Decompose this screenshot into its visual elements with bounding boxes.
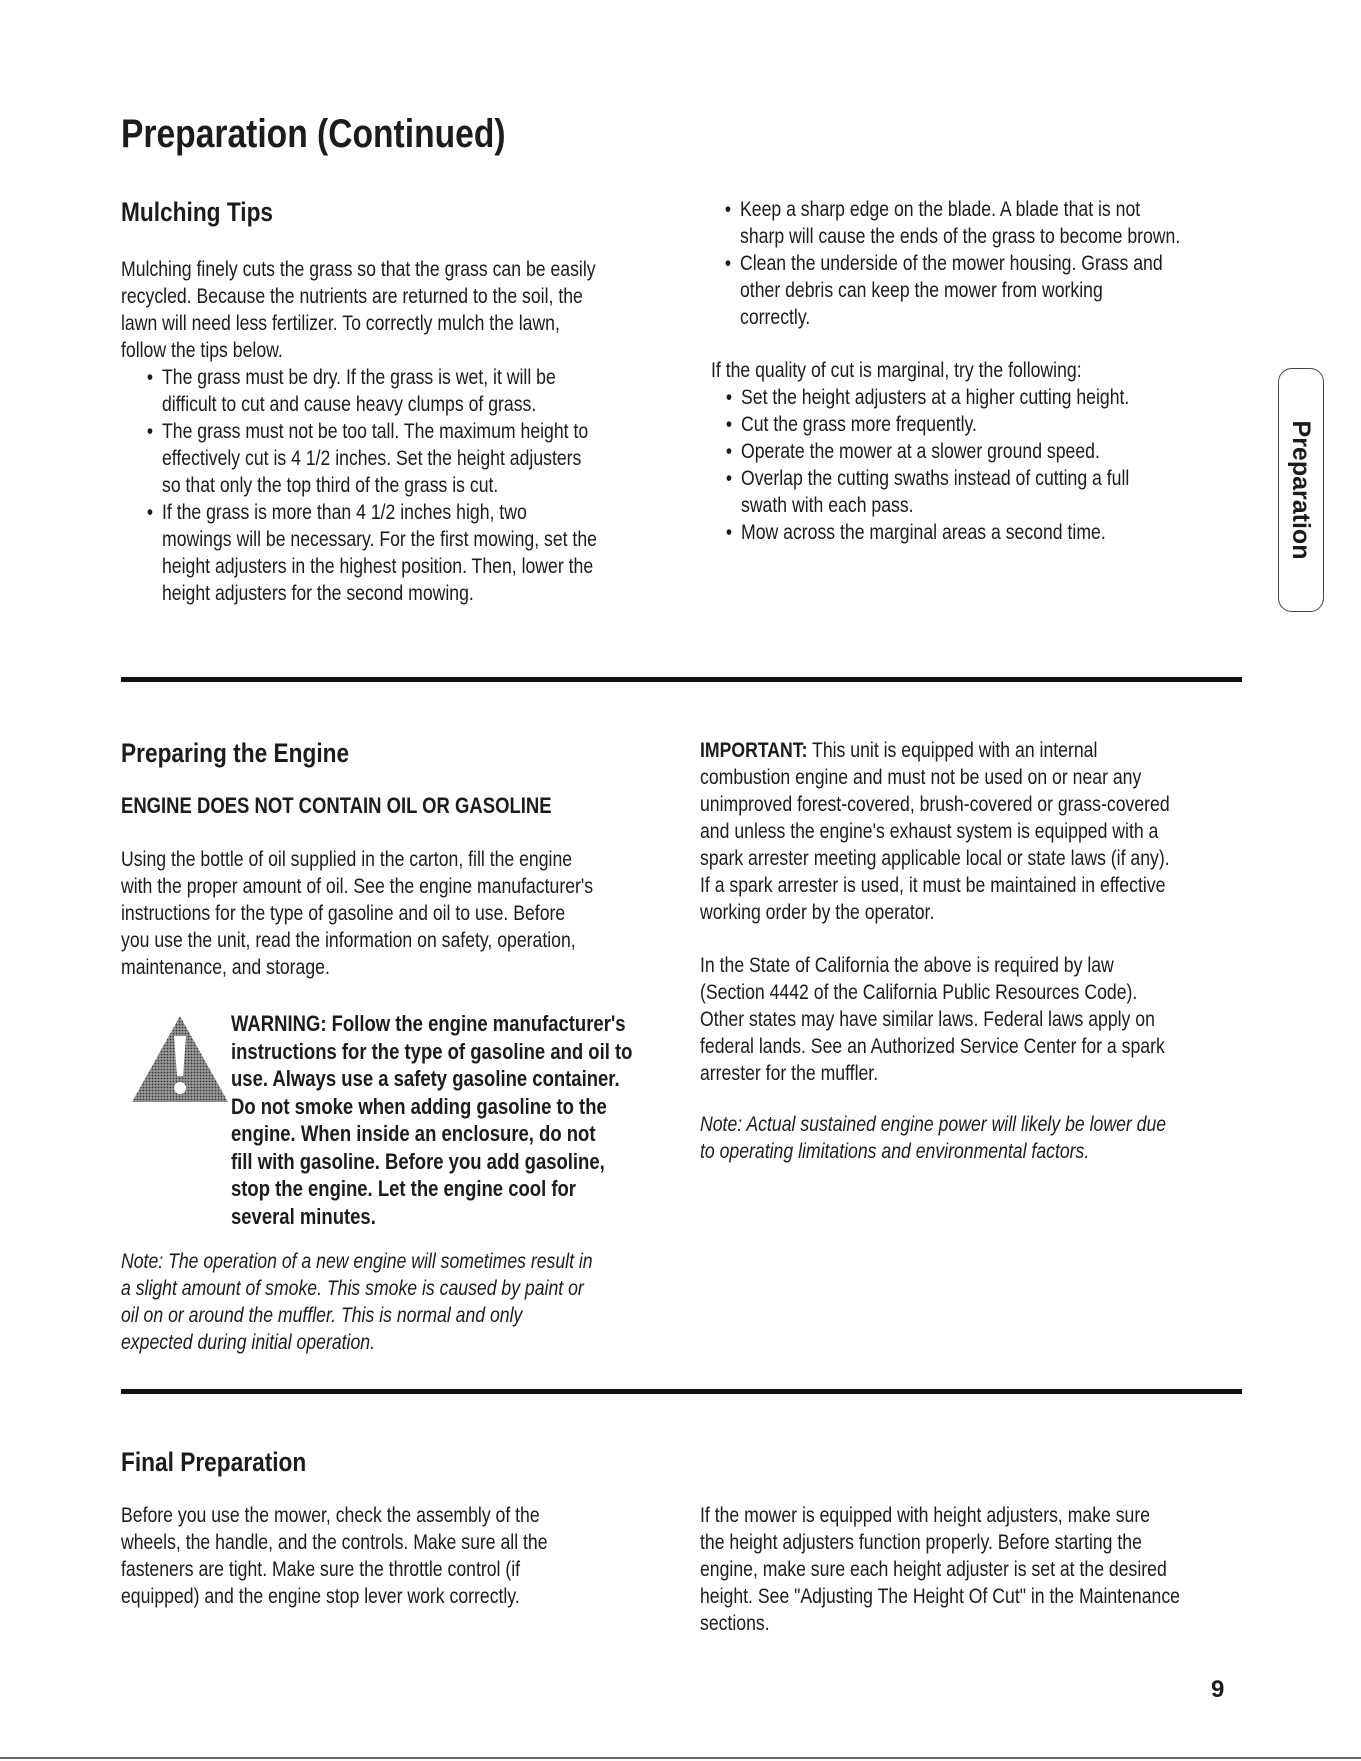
text-line: Do not smoke when adding gasoline to the — [231, 1093, 607, 1119]
text-line — [700, 737, 1170, 764]
text-line: If the mower is equipped with height adjusters, make sure — [700, 1504, 1151, 1527]
text-line: The grass must be dry. If the grass is wet, it will be — [162, 366, 556, 389]
bullet-marker: • — [146, 420, 154, 443]
engine-power-note — [700, 1111, 1166, 1165]
mulching-right-bullets — [724, 196, 1181, 331]
side-tab-label: Preparation — [1287, 420, 1315, 560]
engine-oil-instructions — [121, 846, 593, 981]
text-line: so that only the top third of the grass is cut. — [162, 474, 499, 497]
text-line: recycled. Because the nutrients are returned to the soil, the — [121, 285, 583, 308]
text-line: effectively cut is 4 1/2 inches. Set the height adjusters — [162, 447, 582, 470]
important-text: This unit is equipped with an internal — [807, 739, 1098, 762]
text-line: Clean the underside of the mower housing. Grass and — [740, 252, 1163, 275]
text-line: If the grass is more than 4 1/2 inches high, two — [162, 501, 527, 524]
text-line: difficult to cut and cause heavy clumps of grass. — [162, 393, 537, 416]
text-line: Overlap the cutting swaths instead of cutting a full — [741, 467, 1130, 490]
text-line: unimproved forest-covered, brush-covered or grass-covered — [700, 793, 1170, 816]
bullet-marker: • — [724, 252, 732, 275]
page-title: Preparation (Continued) — [121, 112, 506, 156]
text-line: expected during initial operation. — [121, 1331, 375, 1354]
text-line: instructions for the type of gasoline and oil to use. Before — [121, 902, 566, 925]
text-line: Set the height adjusters at a higher cutting height. — [741, 386, 1130, 409]
text-line: lawn will need less fertilizer. To correctly mulch the lawn, — [121, 312, 560, 335]
text-line: Using the bottle of oil supplied in the carton, fill the engine — [121, 848, 573, 871]
preparing-engine-heading: Preparing the Engine — [121, 738, 350, 768]
text-line: you use the unit, read the information on safety, operation, — [121, 929, 576, 952]
text-line: Before you use the mower, check the assembly of the — [121, 1504, 540, 1527]
text-line: fasteners are tight. Make sure the throttle control (if — [121, 1558, 521, 1581]
list-item — [725, 519, 1129, 546]
text-line: engine. When inside an enclosure, do not — [231, 1121, 596, 1146]
final-preparation-heading: Final Preparation — [121, 1447, 307, 1477]
text-line: The grass must not be too tall. The maximum height to — [162, 420, 589, 443]
page-number: 9 — [1211, 1676, 1225, 1703]
gasoline-warning — [231, 1010, 632, 1230]
text-line: Keep a sharp edge on the blade. A blade that is not — [740, 198, 1141, 221]
text-line: other debris can keep the mower from working — [740, 279, 1103, 302]
text-line: (Section 4442 of the California Public Resources Code). — [700, 981, 1138, 1004]
text-line: Cut the grass more frequently. — [741, 413, 977, 436]
side-section-tab — [1278, 368, 1324, 612]
mulching-bullet-list — [146, 364, 597, 607]
mulching-tips-heading: Mulching Tips — [121, 197, 274, 227]
text-line: fill with gasoline. Before you add gasoline, — [231, 1148, 605, 1174]
important-label: IMPORTANT: — [700, 739, 808, 762]
bullet-marker: • — [725, 440, 733, 463]
text-line: Mulching finely cuts the grass so that the grass can be easily — [121, 258, 596, 281]
text-line: spark arrester meeting applicable local or state laws (if any). — [700, 847, 1170, 870]
important-notice — [700, 737, 1170, 926]
text-line: arrester for the muffler. — [700, 1062, 879, 1085]
text-line: follow the tips below. — [121, 339, 283, 362]
text-line: Mow across the marginal areas a second time. — [741, 521, 1106, 544]
text-line: use. Always use a safety gasoline container. — [231, 1066, 620, 1091]
text-line: WARNING: Follow the engine manufacturer's — [231, 1011, 626, 1036]
scan-edge-line — [0, 1757, 1361, 1759]
list-item — [725, 411, 1129, 438]
text-line: sharp will cause the ends of the grass to become brown. — [740, 225, 1181, 248]
bullet-marker: • — [724, 198, 732, 221]
section-divider — [121, 677, 1242, 682]
list-item — [724, 196, 1181, 250]
text-line: maintenance, and storage. — [121, 956, 330, 979]
california-law-paragraph — [700, 952, 1165, 1087]
text-line: Note: Actual sustained engine power will likely be lower due — [700, 1113, 1167, 1136]
text-line: stop the engine. Let the engine cool for — [231, 1176, 576, 1201]
text-line: height. See "Adjusting The Height Of Cut" in the Maintenance — [700, 1585, 1180, 1608]
text-line: engine, make sure each height adjuster is set at the desired — [700, 1558, 1167, 1581]
list-item — [146, 364, 597, 418]
text-line: In the State of California the above is required by law — [700, 954, 1114, 977]
text-line: federal lands. See an Authorized Service Center for a spark — [700, 1035, 1165, 1058]
text-line: mowings will be necessary. For the first mowing, set the — [162, 528, 597, 551]
list-item — [146, 418, 597, 499]
text-line: equipped) and the engine stop lever work correctly. — [121, 1585, 520, 1608]
text-line: Note: The operation of a new engine will sometimes result in — [121, 1250, 593, 1273]
final-preparation-right — [700, 1502, 1180, 1637]
final-preparation-left — [121, 1502, 548, 1610]
text-line: swath with each pass. — [741, 494, 914, 517]
list-item — [725, 384, 1130, 411]
text-line: with the proper amount of oil. See the engine manufacturer's — [121, 875, 594, 898]
smoke-note — [121, 1248, 593, 1356]
bullet-marker: • — [146, 366, 154, 389]
section-divider — [121, 1389, 1242, 1394]
cut-quality-bullets — [725, 384, 1130, 546]
list-item — [724, 250, 1180, 331]
text-line: Other states may have similar laws. Federal laws apply on — [700, 1008, 1155, 1031]
text-line: If the quality of cut is marginal, try the following: — [711, 359, 1082, 382]
mulching-intro — [121, 256, 596, 364]
text-line: the height adjusters function properly. Before starting the — [700, 1531, 1142, 1554]
text-line: several minutes. — [231, 1203, 376, 1229]
text-line: a slight amount of smoke. This smoke is caused by paint or — [121, 1277, 584, 1300]
bullet-marker: • — [725, 521, 733, 544]
text-line: Operate the mower at a slower ground speed. — [741, 440, 1100, 463]
bullet-marker: • — [725, 467, 733, 490]
text-line: oil on or around the muffler. This is normal and only — [121, 1304, 523, 1327]
engine-subheading: ENGINE DOES NOT CONTAIN OIL OR GASOLINE — [121, 793, 552, 818]
text-line: If a spark arrester is used, it must be maintained in effective — [700, 874, 1166, 897]
text-line: wheels, the handle, and the controls. Make sure all the — [121, 1531, 548, 1554]
text-line: combustion engine and must not be used on or near any — [700, 766, 1142, 789]
text-line: height adjusters in the highest position. Then, lower the — [162, 555, 594, 578]
text-line: to operating limitations and environmental factors. — [700, 1140, 1090, 1163]
cut-quality-intro — [711, 357, 1082, 384]
bullet-marker: • — [725, 386, 733, 409]
text-line: height adjusters for the second mowing. — [162, 582, 474, 605]
text-line: instructions for the type of gasoline and oil to — [231, 1038, 633, 1064]
list-item — [146, 499, 597, 607]
bullet-marker: • — [146, 501, 154, 524]
text-line: working order by the operator. — [700, 901, 935, 924]
text-line: correctly. — [740, 306, 811, 329]
bullet-marker: • — [725, 413, 733, 436]
list-item — [725, 465, 1130, 519]
text-line: sections. — [700, 1612, 770, 1635]
list-item — [725, 438, 1129, 465]
warning-icon — [130, 1014, 230, 1104]
text-line: and unless the engine's exhaust system is equipped with a — [700, 820, 1159, 843]
